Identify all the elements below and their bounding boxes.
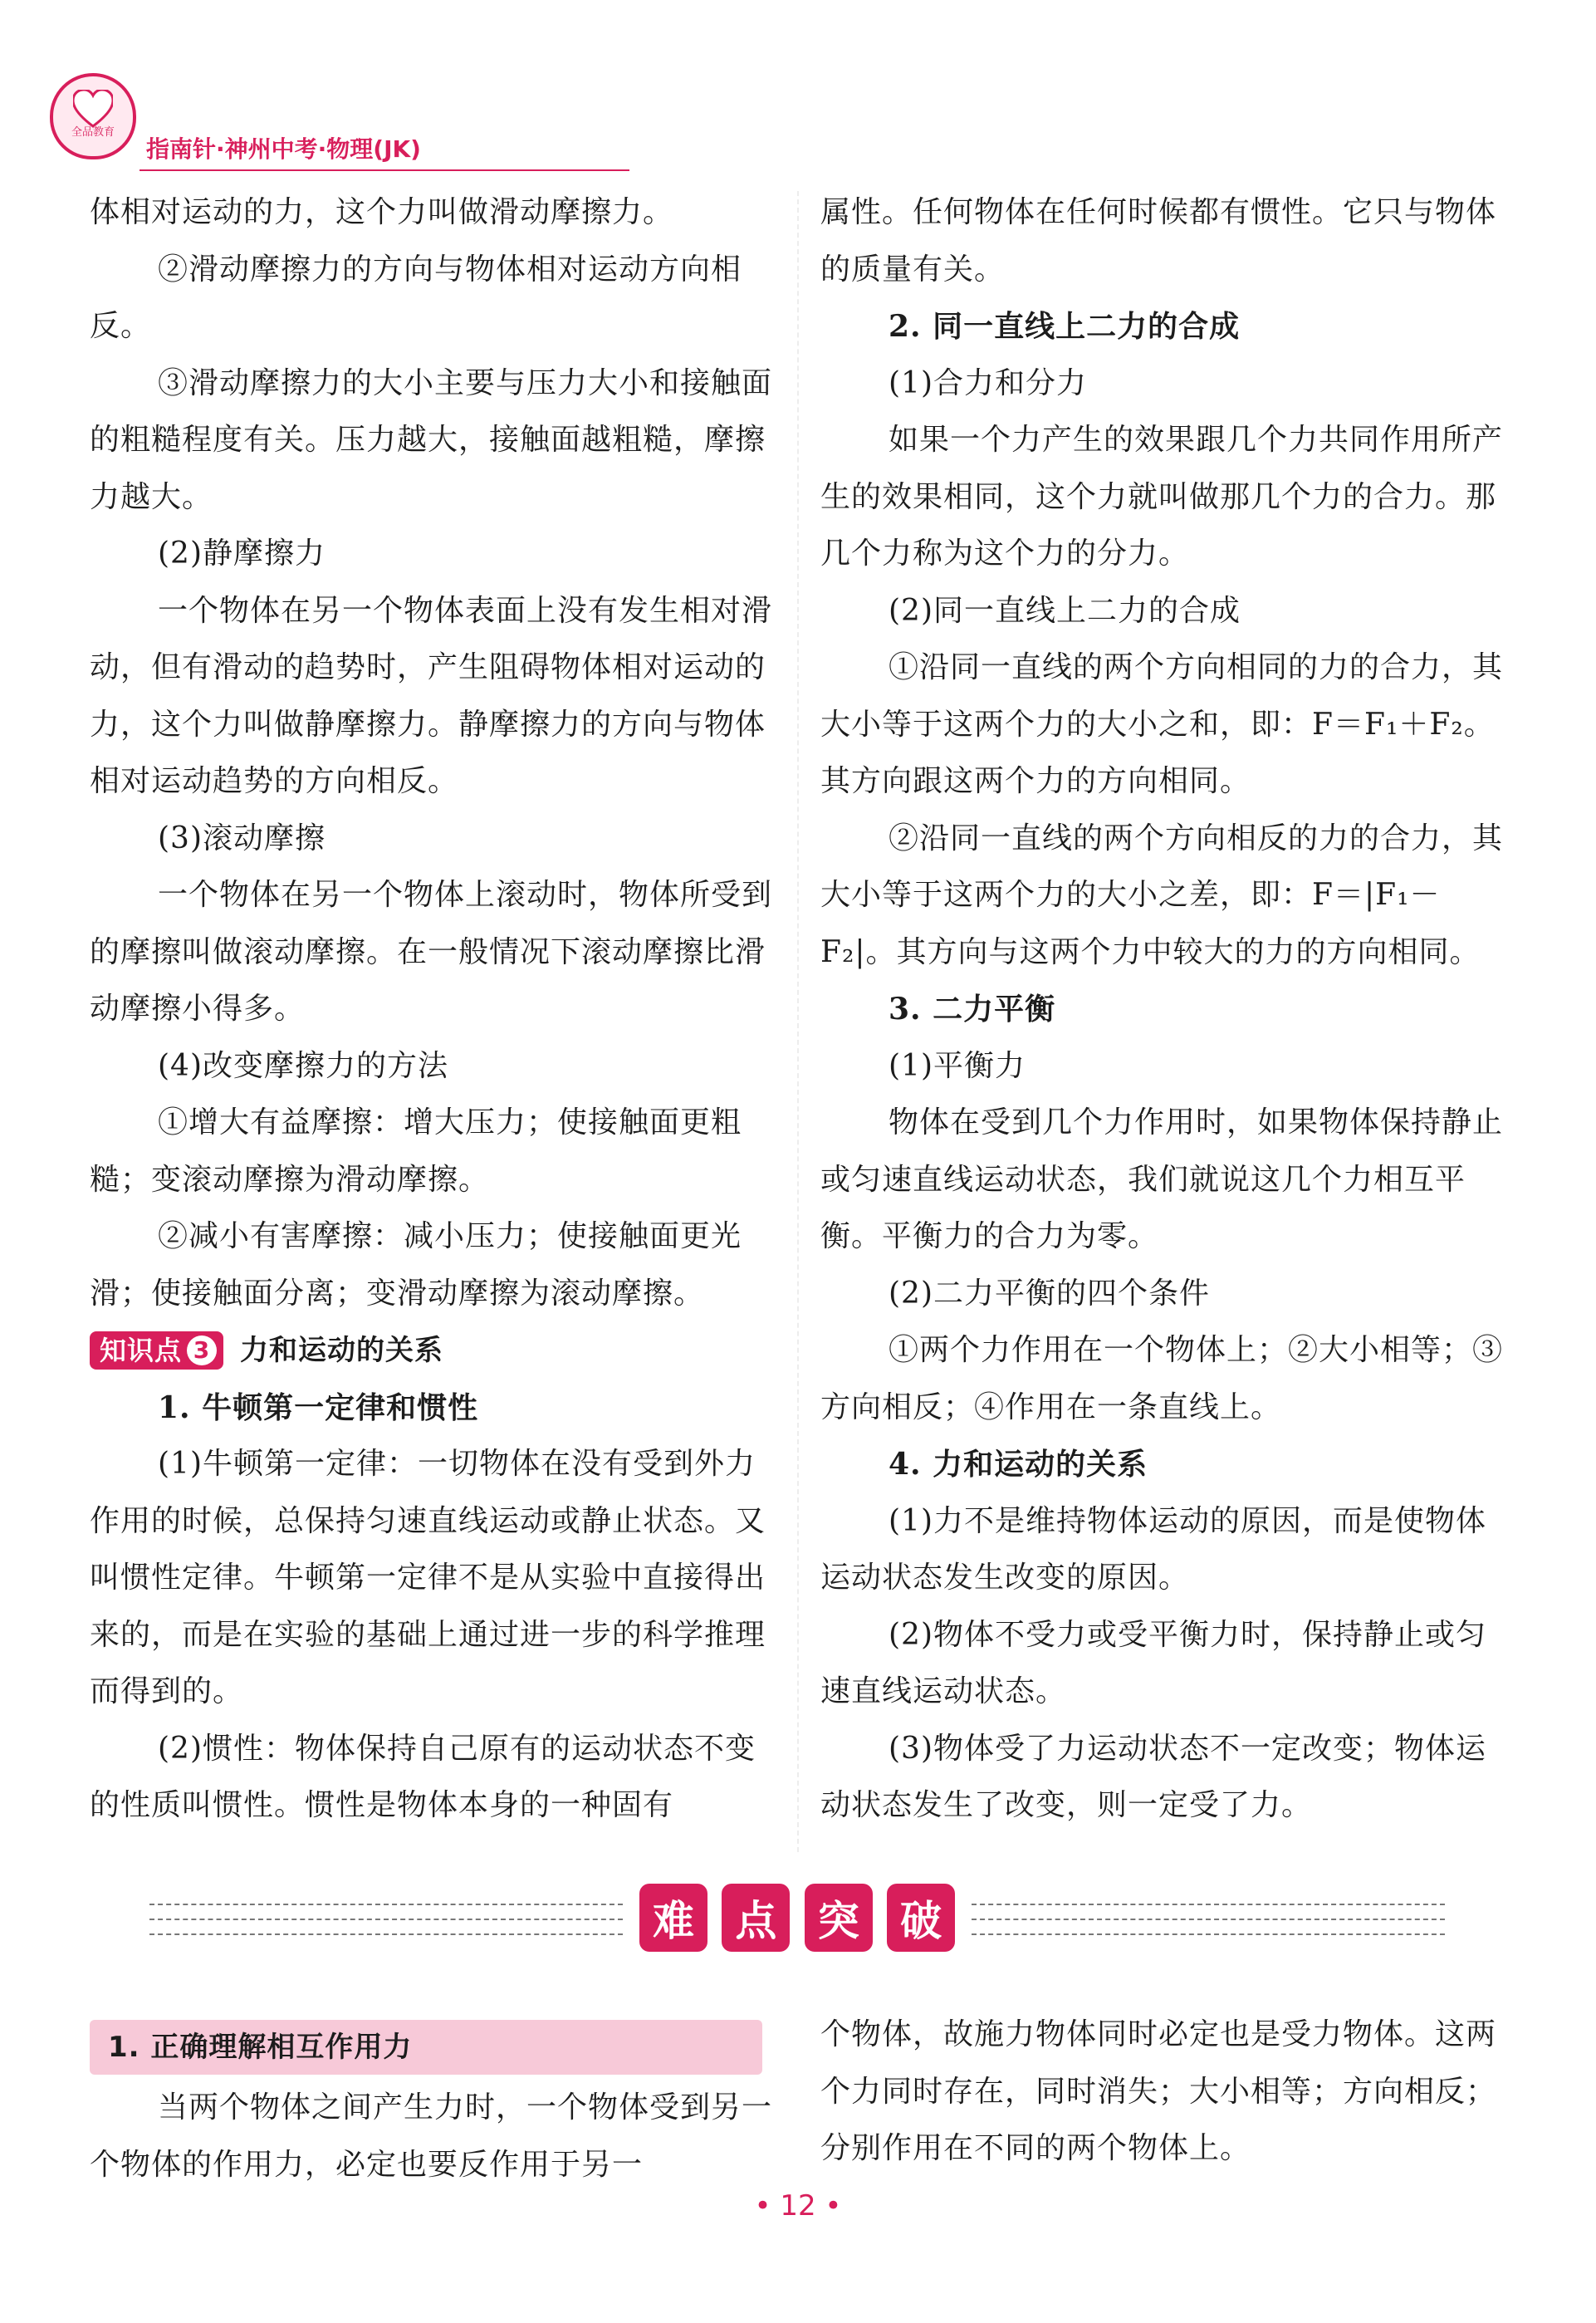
- paragraph: ②沿同一直线的两个方向相反的力的合力，其大小等于这两个力的大小之差，即：F＝|F₁－F₂|。其方向与这两个力中较大的力的方向相同。: [820, 821, 1504, 969]
- section-heading: [90, 2020, 762, 2075]
- subheading: (4)改变摩擦力的方法: [158, 1048, 448, 1083]
- banner-char: 突: [805, 1884, 873, 1952]
- banner-char: 破: [887, 1884, 955, 1952]
- logo: [50, 73, 136, 159]
- paragraph: 个物体，故施力物体同时必定也是受力物体。这两个力同时存在，同时消失；大小相等；方向相反；分别作用在不同的两个物体上。: [820, 2017, 1497, 2165]
- paragraph: 一个物体在另一个物体表面上没有发生相对滑动，但有滑动的趋势时，产生阻碍物体相对运动的力，这个力叫做静摩擦力。静摩擦力的方向与物体相对运动趋势的方向相反。: [90, 593, 773, 798]
- paragraph: (2)惯性：物体保持自己原有的运动状态不变的性质叫惯性。惯性是物体本身的一种固有: [90, 1731, 756, 1822]
- paragraph: ②滑动摩擦力的方向与物体相对运动方向相反。: [90, 252, 742, 343]
- banner-dashes-right: [972, 1890, 1445, 1948]
- banner-char: 难: [639, 1884, 707, 1952]
- knowledge-point-number: 3: [187, 1335, 217, 1365]
- section-left: [90, 2010, 779, 2193]
- section-right: [820, 2007, 1510, 2178]
- paragraph: (1)力不是维持物体运动的原因，而是使物体运动状态发生改变的原因。: [820, 1503, 1486, 1595]
- section-heading-text: 1. 正确理解相互作用力: [108, 2031, 413, 2064]
- header-rule: [140, 169, 629, 171]
- knowledge-point-title: 力和运动的关系: [240, 1334, 444, 1367]
- paragraph: ③滑动摩擦力的大小主要与压力大小和接触面的粗糙程度有关。压力越大，接触面越粗糙，摩擦力越大。: [90, 365, 773, 514]
- paragraph: (3)物体受了力运动状态不一定改变；物体运动状态发生了改变，则一定受了力。: [820, 1731, 1486, 1822]
- left-column: [90, 184, 779, 1835]
- paragraph: 一个物体在另一个物体上滚动时，物体所受到的摩擦叫做滚动摩擦。在一般情况下滚动摩擦比滑动摩擦小得多。: [90, 878, 773, 1026]
- banner-title: [639, 1884, 955, 1958]
- paragraph: 属性。任何物体在任何时候都有惯性。它只与物体的质量有关。: [820, 195, 1497, 287]
- page-header: [50, 73, 963, 181]
- subheading: (1)合力和分力: [889, 365, 1087, 400]
- column-divider: [797, 191, 799, 1852]
- subheading: (2)同一直线上二力的合成: [889, 593, 1241, 628]
- subheading: (2)二力平衡的四个条件: [889, 1276, 1210, 1311]
- section-banner: [149, 1884, 1445, 1958]
- knowledge-point-heading: [90, 1322, 779, 1380]
- paragraph: ①两个力作用在一个物体上；②大小相等；③方向相反；④作用在一条直线上。: [820, 1333, 1504, 1424]
- page-number: • 12 •: [754, 2189, 842, 2223]
- logo-text: 全品教育: [71, 126, 115, 139]
- paragraph: 物体在受到几个力作用时，如果物体保持静止或匀速直线运动状态，我们就说这几个力相互平衡。平衡力的合力为零。: [820, 1105, 1504, 1253]
- numbered-heading: 1. 牛顿第一定律和惯性: [158, 1389, 479, 1425]
- numbered-heading: 3. 二力平衡: [889, 992, 1056, 1027]
- banner-dashes-left: [149, 1890, 623, 1948]
- right-column: [820, 184, 1510, 1835]
- subheading: (3)滚动摩擦: [158, 821, 326, 855]
- heart-icon: [73, 90, 113, 128]
- knowledge-point-label: 知识点: [100, 1335, 183, 1366]
- paragraph: (2)物体不受力或受平衡力时，保持静止或匀速直线运动状态。: [820, 1617, 1486, 1708]
- subheading: (2)静摩擦力: [158, 537, 326, 571]
- paragraph: (1)牛顿第一定律：一切物体在没有受到外力作用的时候，总保持匀速直线运动或静止状态。又叫惯性定律。牛顿第一定律不是从实验中直接得出来的，而是在实验的基础上通过进一步的科学推理而得到的。: [90, 1447, 766, 1708]
- numbered-heading: 2. 同一直线上二力的合成: [889, 309, 1241, 344]
- paragraph: 当两个物体之间产生力时，一个物体受到另一个物体的作用力，必定也要反作用于另一: [90, 2090, 773, 2182]
- paragraph: 体相对运动的力，这个力叫做滑动摩擦力。: [90, 195, 674, 229]
- banner-char: 点: [722, 1884, 790, 1952]
- subheading: (1)平衡力: [889, 1048, 1026, 1083]
- paragraph: ①增大有益摩擦：增大压力；使接触面更粗糙；变滚动摩擦为滑动摩擦。: [90, 1105, 742, 1197]
- header-title: 指南针·神州中考·物理(JK): [146, 135, 421, 163]
- paragraph: ①沿同一直线的两个方向相同的力的合力，其大小等于这两个力的大小之和，即：F＝F₁＋F₂。其方向跟这两个力的方向相同。: [820, 650, 1504, 798]
- paragraph: ②减小有害摩擦：减小压力；使接触面更光滑；使接触面分离；变滑动摩擦为滚动摩擦。: [90, 1219, 742, 1311]
- paragraph: 如果一个力产生的效果跟几个力共同作用所产生的效果相同，这个力就叫做那几个力的合力。那几个力称为这个力的分力。: [820, 423, 1504, 571]
- knowledge-point-badge: [90, 1331, 223, 1370]
- numbered-heading: 4. 力和运动的关系: [889, 1447, 1148, 1482]
